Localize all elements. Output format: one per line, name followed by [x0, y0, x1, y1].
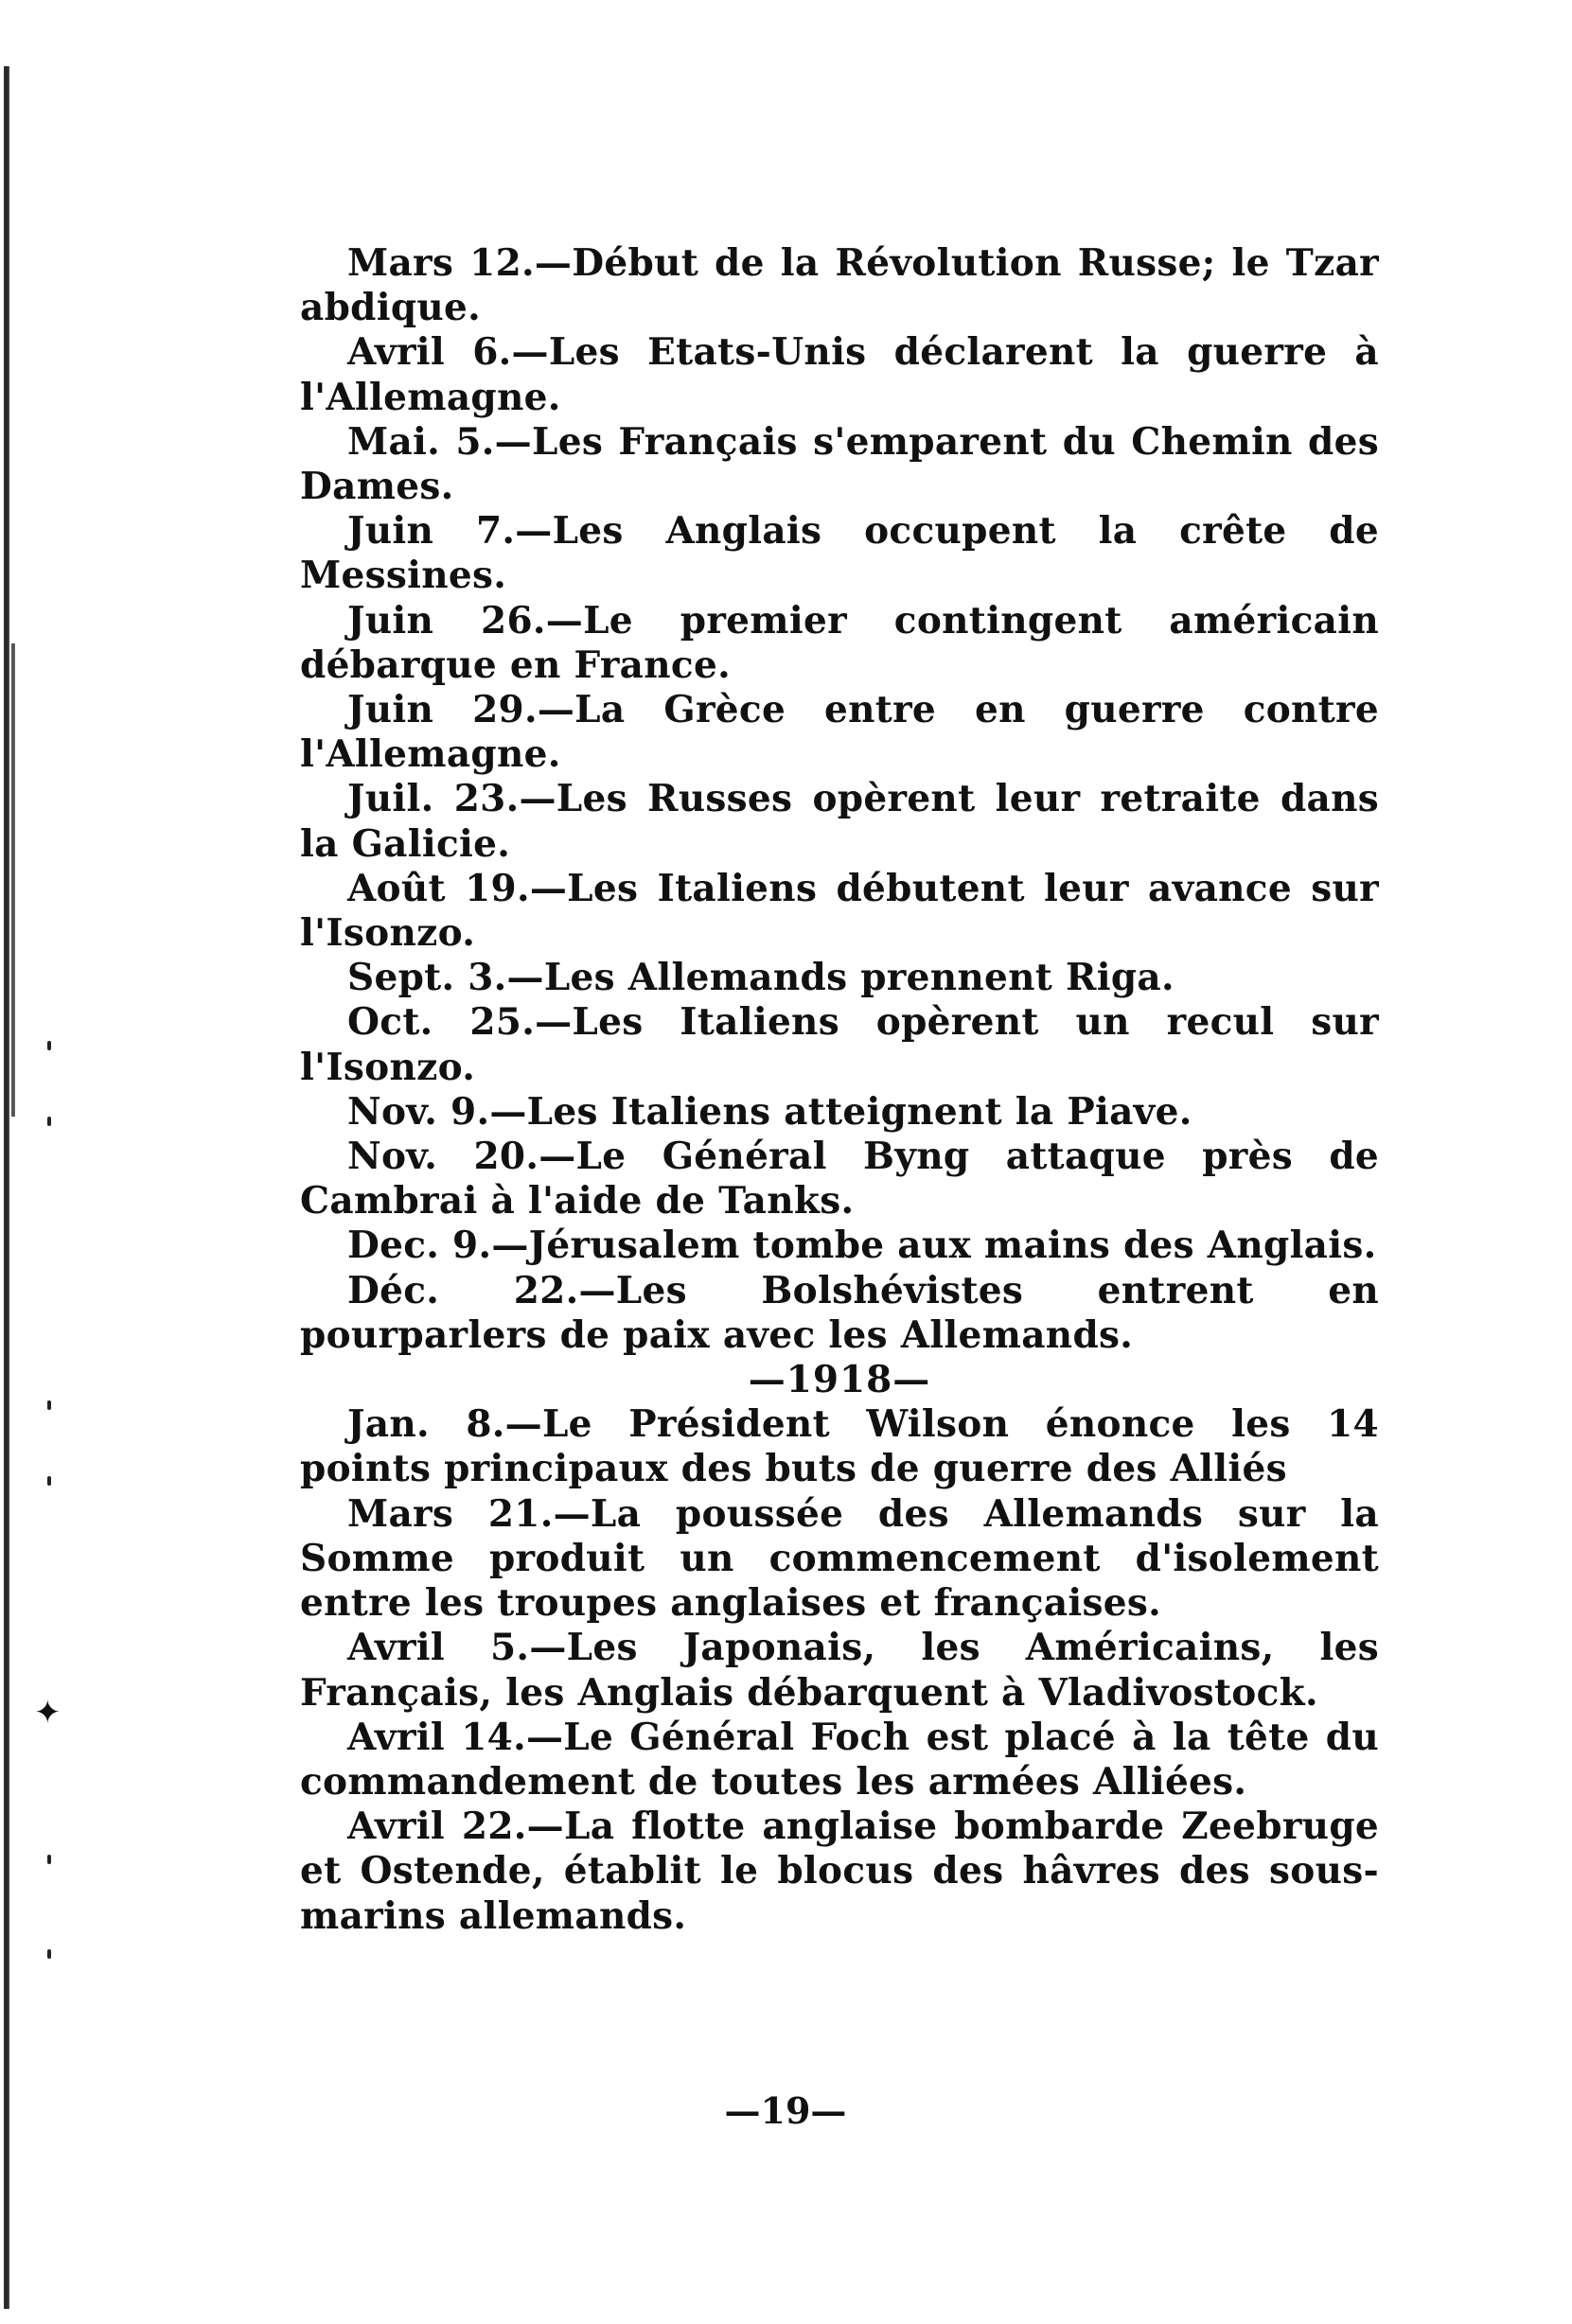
scan-speck — [47, 1855, 51, 1864]
chronology-entry: Mars 21.—La poussée des Allemands sur la Somme produit un commencement d'isolement entre les troupes anglaises et françaises. — [300, 1491, 1379, 1626]
page-binding-shadow — [11, 643, 15, 1117]
chronology-entry: Nov. 20.—Le Général Byng attaque près de Cambrai à l'aide de Tanks. — [300, 1135, 1379, 1224]
chronology-text — [300, 241, 1379, 1939]
chronology-entry: Juin 7.—Les Anglais occupent la crête de Messines. — [300, 509, 1379, 598]
chronology-entry: Mars 12.—Début de la Révolution Russe; le Tzar abdique. — [300, 241, 1379, 330]
year-heading: —1918— — [748, 1358, 931, 1402]
scan-speck — [47, 1117, 51, 1126]
chronology-entry: Avril 22.—La flotte anglaise bombarde Zeebruge et Ostende, établit le blocus des hâvres des sous-marins allemands. — [300, 1805, 1379, 1938]
chronology-entry: Sept. 3.—Les Allemands prennent Riga. — [347, 956, 1175, 1000]
chronology-entry: Juin 29.—La Grèce entre en guerre contre l'Allemagne. — [300, 688, 1379, 777]
scan-speck — [47, 1476, 51, 1486]
chronology-entry: Mai. 5.—Les Français s'emparent du Chemin des Dames. — [300, 419, 1379, 509]
chronology-entry: Avril 6.—Les Etats-Unis déclarent la guerre à l'Allemagne. — [300, 330, 1379, 419]
entries-1918-list — [300, 1402, 1379, 1938]
chronology-entry: Avril 14.—Le Général Foch est placé à la tête du commandement de toutes les armées Alliées. — [300, 1715, 1379, 1804]
scan-speck — [47, 1041, 51, 1050]
entries-1917-list — [300, 241, 1379, 1358]
page-number: —19— — [724, 2089, 847, 2132]
scan-speck — [47, 1400, 51, 1410]
chronology-entry: Jan. 8.—Le Président Wilson énonce les 14 points principaux des buts de guerre des Alliés — [300, 1402, 1379, 1491]
scan-arrow-mark: ✦ — [34, 1694, 62, 1732]
chronology-entry: Août 19.—Les Italiens débutent leur avance sur l'Isonzo. — [300, 866, 1379, 956]
chronology-entry: Juil. 23.—Les Russes opèrent leur retraite dans la Galicie. — [300, 777, 1379, 866]
scan-speck — [47, 1949, 51, 1959]
chronology-entry: Dec. 9.—Jérusalem tombe aux mains des Anglais. — [347, 1224, 1377, 1268]
chronology-entry: Déc. 22.—Les Bolshévistes entrent en pourparlers de paix avec les Allemands. — [300, 1268, 1379, 1357]
chronology-entry: Oct. 25.—Les Italiens opèrent un recul sur l'Isonzo. — [300, 1000, 1379, 1089]
chronology-entry: Avril 5.—Les Japonais, les Américains, les Français, les Anglais débarquent à Vladivostock. — [300, 1626, 1379, 1715]
chronology-entry: Juin 26.—Le premier contingent américain débarque en France. — [300, 598, 1379, 687]
page-binding-edge — [4, 66, 9, 2309]
chronology-entry: Nov. 9.—Les Italiens atteignent la Piave. — [347, 1089, 1192, 1134]
